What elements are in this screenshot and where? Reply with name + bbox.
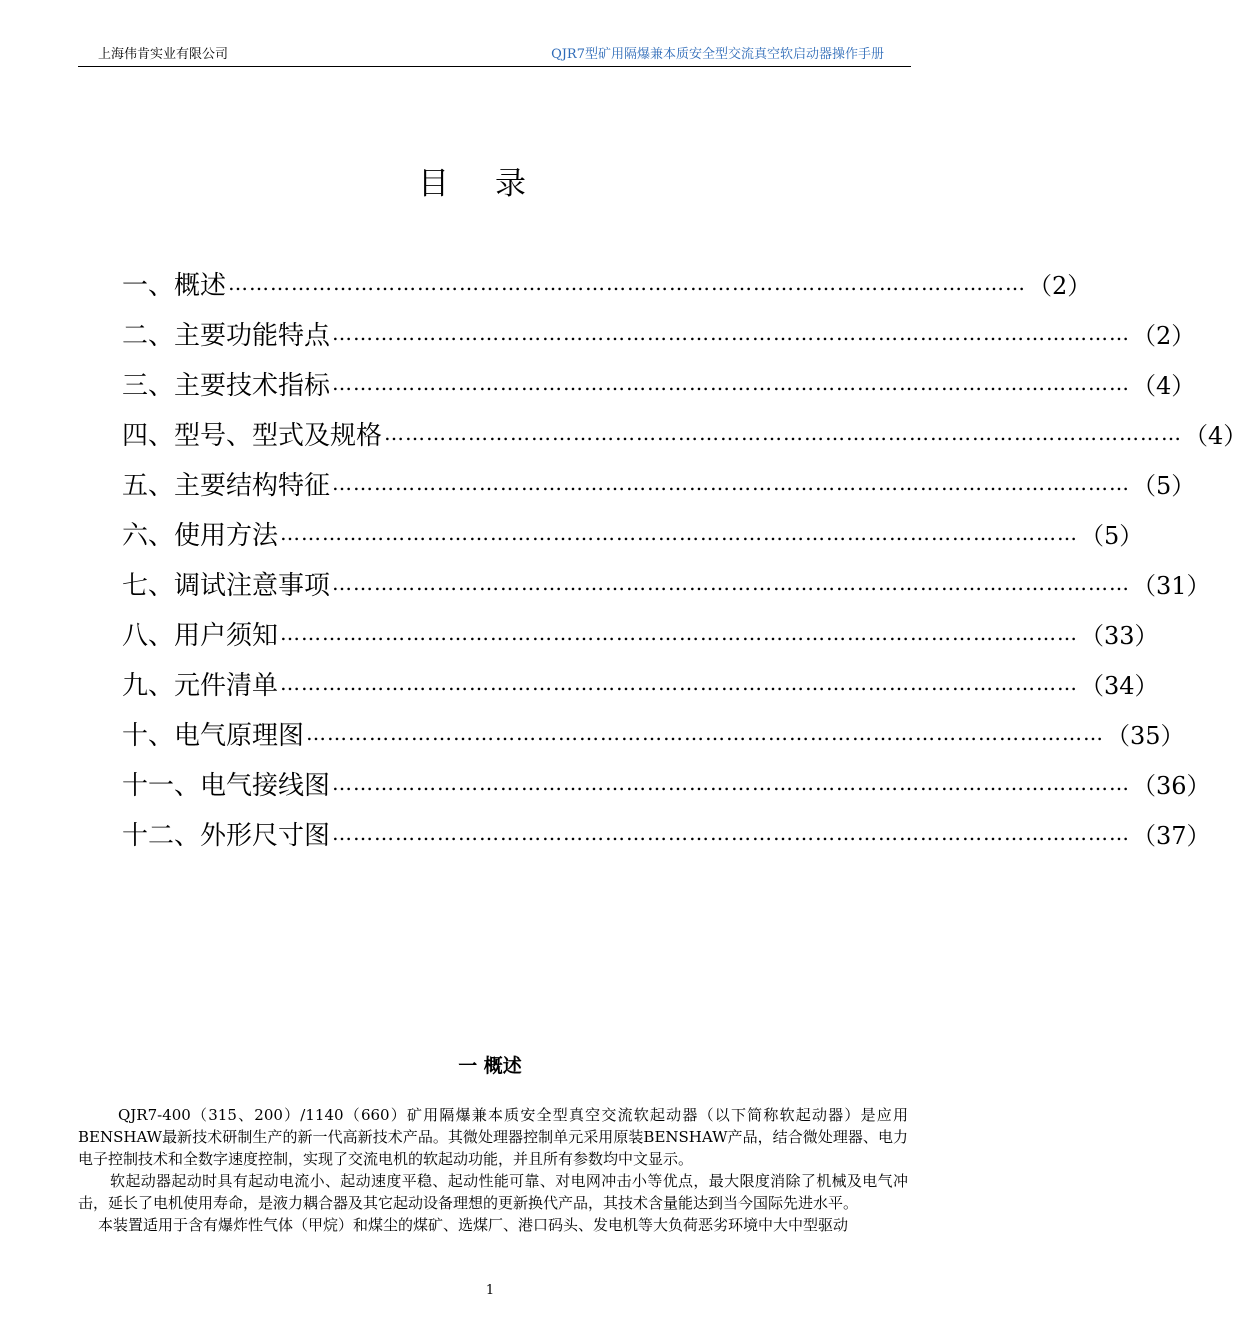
toc-entry-label: 五、主要结构特征 [122,470,331,501]
toc-entry-label: 四、型号、型式及规格 [122,420,383,451]
header-doc-title: QJR7型矿用隔爆兼本质安全型交流真空软启动器操作手册 [551,47,884,62]
paragraph: 软起动器起动时具有起动电流小、起动速度平稳、起动性能可靠、对电网冲击小等优点，最大限度消除了机械及电气冲击，延长了电机使用寿命，是液力耦合器及其它起动设备理想的更新换代产品，其技术含量能达到当今国际先进水平。 [78,1172,908,1212]
toc-entry-label: 九、元件清单 [122,670,279,701]
toc-entry[interactable] [122,508,1144,558]
toc-entry-label: 二、主要功能特点 [122,320,331,351]
toc-leader: …………………………………………………………………………………………………… [228,271,1027,295]
toc-entry-label: 十二、外形尺寸图 [122,820,331,851]
toc-leader: …………………………………………………………………………………………………… [332,321,1131,345]
toc-leader: …………………………………………………………………………………………………… [332,821,1131,845]
page-number: 1 [485,1283,495,1298]
toc-entry-page: （2） [1028,271,1092,300]
toc-entry[interactable] [122,758,1211,808]
toc-leader: …………………………………………………………………………………………………… [384,421,1183,445]
section-heading: 一 概述 [458,1055,522,1077]
toc-entry-page: （5） [1132,471,1196,500]
toc-leader: …………………………………………………………………………………………………… [332,571,1131,595]
toc-leader: …………………………………………………………………………………………………… [332,771,1131,795]
toc-entry-page: （33） [1080,621,1159,650]
toc-entry-label: 十一、电气接线图 [122,770,331,801]
toc-entry-label: 三、主要技术指标 [122,370,331,401]
paragraph: 本装置适用于含有爆炸性气体（甲烷）和煤尘的煤矿、选煤厂、港口码头、发电机等大负荷恶劣环境中大中型驱动 [98,1216,849,1234]
toc-entry[interactable] [122,408,1247,458]
toc-entry-page: （36） [1132,771,1211,800]
toc-entry[interactable] [122,458,1196,508]
toc-entry-page: （2） [1132,321,1196,350]
toc-entry[interactable] [122,658,1159,708]
toc-entry[interactable] [122,258,1092,308]
toc-entry-page: （37） [1132,821,1211,850]
section-body [78,1104,908,1236]
toc-entry-label: 八、用户须知 [122,620,279,651]
paragraph: QJR7-400（315、200）/1140（660）矿用隔爆兼本质安全型真空交流软起动器（以下简称软起动器）是应用BENSHAW最新技术研制生产的新一代高新技术产品。其微处理器控制单元采用原装BENSHAW产品，结合微处理器、电力电子控制技术和全数字速度控制，实现了交流电机的软起动功能，并且所有参数均中文显示。 [78,1106,908,1168]
toc-entry-label: 十、电气原理图 [122,720,305,751]
toc-entry[interactable] [122,308,1196,358]
page-header [78,40,911,67]
toc-entry[interactable] [122,708,1185,758]
toc-leader: …………………………………………………………………………………………………… [332,371,1131,395]
toc-entry-page: （4） [1184,421,1247,450]
toc-entry-label: 一、概述 [122,270,227,301]
toc-leader: …………………………………………………………………………………………………… [280,621,1079,645]
toc-entry-label: 六、使用方法 [122,520,279,551]
toc-entry[interactable] [122,608,1159,658]
toc-leader: …………………………………………………………………………………………………… [332,471,1131,495]
toc-leader: …………………………………………………………………………………………………… [280,671,1079,695]
toc-leader: …………………………………………………………………………………………………… [280,521,1079,545]
toc-entry-label: 七、调试注意事项 [122,570,331,601]
toc-entry-page: （34） [1080,671,1159,700]
toc-entry[interactable] [122,808,1211,858]
table-of-contents [122,258,1247,858]
toc-entry-page: （5） [1080,521,1144,550]
toc-entry[interactable] [122,558,1211,608]
toc-entry-page: （4） [1132,371,1196,400]
toc-leader: …………………………………………………………………………………………………… [306,721,1105,745]
toc-title [0,158,950,203]
toc-title-right: 录 [495,166,532,202]
toc-entry[interactable] [122,358,1196,408]
toc-entry-page: （35） [1106,721,1185,750]
toc-title-left: 目 [418,166,455,202]
toc-entry-page: （31） [1132,571,1211,600]
header-company: 上海伟肯实业有限公司 [98,47,229,62]
